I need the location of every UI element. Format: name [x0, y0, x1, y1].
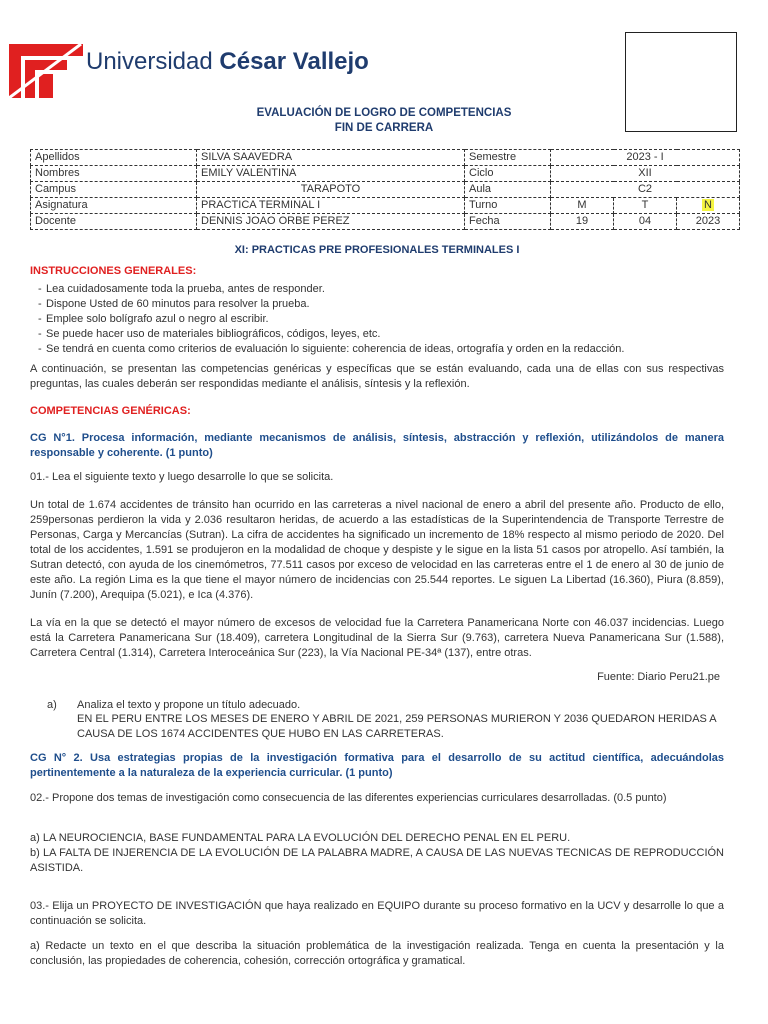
- table-row: [31, 182, 740, 198]
- answer-2a: a) LA NEUROCIENCIA, BASE FUNDAMENTAL PARA LA EVOLUCIÓN DEL DERECHO PENAL EN EL PERU.: [30, 832, 571, 844]
- text-paragraph-2: La vía en la que se detectó el mayor número de excesos de velocidad fue la Carretera Panamericana Norte con 46.037 incidencias. Luego está la Carretera Panamericana Sur (18.409), carretera Longitudinal de la Sierra Sur (9.763), carretera Nueva Panamericana Sur (1.588), Carretera Central (1.314), Carretera Interoceánica Sur (223), la Vía Nacional PE-34ª (137), entre otras.: [30, 617, 724, 659]
- cell-label: Nombres: [31, 166, 197, 182]
- cell-value: XII: [551, 166, 740, 182]
- cell-value: C2: [551, 182, 740, 198]
- cell-value: PRACTICA TERMINAL I: [197, 198, 465, 214]
- cell-label: Semestre: [465, 150, 551, 166]
- cell-label: Aula: [465, 182, 551, 198]
- table-row: [31, 214, 740, 230]
- cell-value: 04: [614, 214, 677, 230]
- cell-label: Docente: [31, 214, 197, 230]
- cell-value: SILVA SAAVEDRA: [197, 150, 465, 166]
- instructions-heading: INSTRUCCIONES GENERALES:: [30, 265, 197, 277]
- question-3: 03.- Elija un PROYECTO DE INVESTIGACIÓN que haya realizado en EQUIPO durante su proceso formativo en la UCV y desarrolle lo que a continuación se solicita.: [30, 900, 724, 927]
- answer-2b: b) LA FALTA DE INJERENCIA DE LA EVOLUCIÓN DE LA PALABRA MADRE, A CAUSA DE LAS NUEVAS TECNICAS DE REPRODUCCIÓN ASISTIDA.: [30, 847, 724, 874]
- turno-selected: N: [704, 199, 712, 211]
- cell-label: Asignatura: [31, 198, 197, 214]
- cell-value: 2023: [677, 214, 740, 230]
- list-item: - Se tendrá en cuenta como criterios de evaluación lo siguiente: coherencia de ideas, ortografía y orden en la redacción.: [38, 342, 724, 357]
- cell-label: Ciclo: [465, 166, 551, 182]
- list-item: - Lea cuidadosamente toda la prueba, antes de responder.: [38, 282, 724, 297]
- instructions-list: [38, 282, 724, 357]
- item-a-answer: EN EL PERU ENTRE LOS MESES DE ENERO Y ABRIL DE 2021, 259 PERSONAS MURIERON Y 2036 QUEDARON HERIDAS A CAUSA DE LOS 1674 ACCIDENTES QUE HUBO EN LAS CARRETERAS.: [77, 713, 717, 740]
- intro-paragraph: A continuación, se presentan las competencias genéricas y específicas que se están evaluando, cada una de ellas con sus respectivas preguntas, las cuales deberán ser respondidas mediante el análisis, síntesis y la reflexión.: [30, 363, 724, 390]
- list-item: - Se puede hacer uso de materiales bibliográficos, códigos, leyes, etc.: [38, 327, 724, 342]
- cell-value: EMILY VALENTINA: [197, 166, 465, 182]
- table-row: [31, 166, 740, 182]
- competencias-heading: COMPETENCIAS GENÉRICAS:: [30, 405, 191, 417]
- text-paragraph-1: Un total de 1.674 accidentes de tránsito han ocurrido en las carreteras a nivel nacional de enero a abril del presente año. Producto de ello, 259personas perdieron la vida y 2.036 resultaron heridas, de acuerdo a las estadísticas de la Superintendencia de Transporte Terrestre de Personas, Carga y Mercancías (Sutran). La cifra de accidentes ha significado un incremento de 18% respecto al mismo periodo de 2020. Del total de los accidentes, 1.591 se produjeron en la modalidad de choque y despiste y le sigue en la lista 51 casos por atropello. Así también, la Sutran detectó, con ayuda de los cinemómetros, 77.511 casos por exceso de velocidad en las carreteras entre el 1 de enero al 30 de junio de este año. La región Lima es la que tiene el mayor número de incidencias con 25.544 reportes. Le siguen La Libertad (16.360), Piura (8.859), Junín (7.200), Arequipa (5.021), e Ica (4.376).: [30, 499, 724, 601]
- cg1-title: CG N°1. Procesa información, mediante mecanismos de análisis, síntesis, abstracción y reflexión, utilizándolos de manera responsable y coherente. (1 punto): [30, 432, 724, 459]
- item-a-question: Analiza el texto y propone un título adecuado.: [77, 699, 301, 711]
- question-3a: a) Redacte un texto en el que describa la situación problemática de la investigación realizada. Tenga en cuenta la presentación y la conclusión, las propiedades de coherencia, cohesión, corrección ortográfica y gramatical.: [30, 940, 724, 967]
- page-subtitle: FIN DE CARRERA: [334, 122, 434, 134]
- cell-value-selected: [677, 198, 740, 214]
- question-2: 02.- Propone dos temas de investigación como consecuencia de las diferentes experiencias curriculares desarrolladas. (0.5 punto): [30, 792, 667, 804]
- table-row: [31, 198, 740, 214]
- university-prefix: Universidad: [86, 48, 220, 75]
- source-citation: Fuente: Diario Peru21.pe: [597, 671, 720, 683]
- cell-label: Turno: [465, 198, 551, 214]
- list-item: - Dispone Usted de 60 minutos para resolver la prueba.: [38, 297, 724, 312]
- list-item: - Emplee solo bolígrafo azul o negro al escribir.: [38, 312, 724, 327]
- cg2-title: CG N° 2. Usa estrategias propias de la investigación formativa para el desarrollo de su actitud científica, adecuándolas pertinentemente a la naturaleza de la experiencia curricular. (1 punto): [30, 752, 724, 779]
- university-logo: [5, 40, 83, 98]
- table-row: [31, 150, 740, 166]
- cell-label: Fecha: [465, 214, 551, 230]
- cell-label: Apellidos: [31, 150, 197, 166]
- student-info-table: [30, 149, 740, 230]
- question-1: 01.- Lea el siguiente texto y luego desarrolle lo que se solicita.: [30, 471, 334, 483]
- item-a-label: a): [47, 699, 57, 711]
- course-subtitle: XI: PRACTICAS PRE PROFESIONALES TERMINALES I: [234, 244, 520, 256]
- university-bold: César Vallejo: [219, 48, 369, 75]
- cell-value: 19: [551, 214, 614, 230]
- cell-value: T: [614, 198, 677, 214]
- cell-value: M: [551, 198, 614, 214]
- page-title: EVALUACIÓN DE LOGRO DE COMPETENCIAS: [256, 107, 512, 119]
- cell-value: 2023 - I: [551, 150, 740, 166]
- cell-value: DENNIS JOAO ORBE PEREZ: [197, 214, 465, 230]
- cell-value: TARAPOTO: [197, 182, 465, 198]
- cell-label: Campus: [31, 182, 197, 198]
- university-name: [86, 48, 369, 76]
